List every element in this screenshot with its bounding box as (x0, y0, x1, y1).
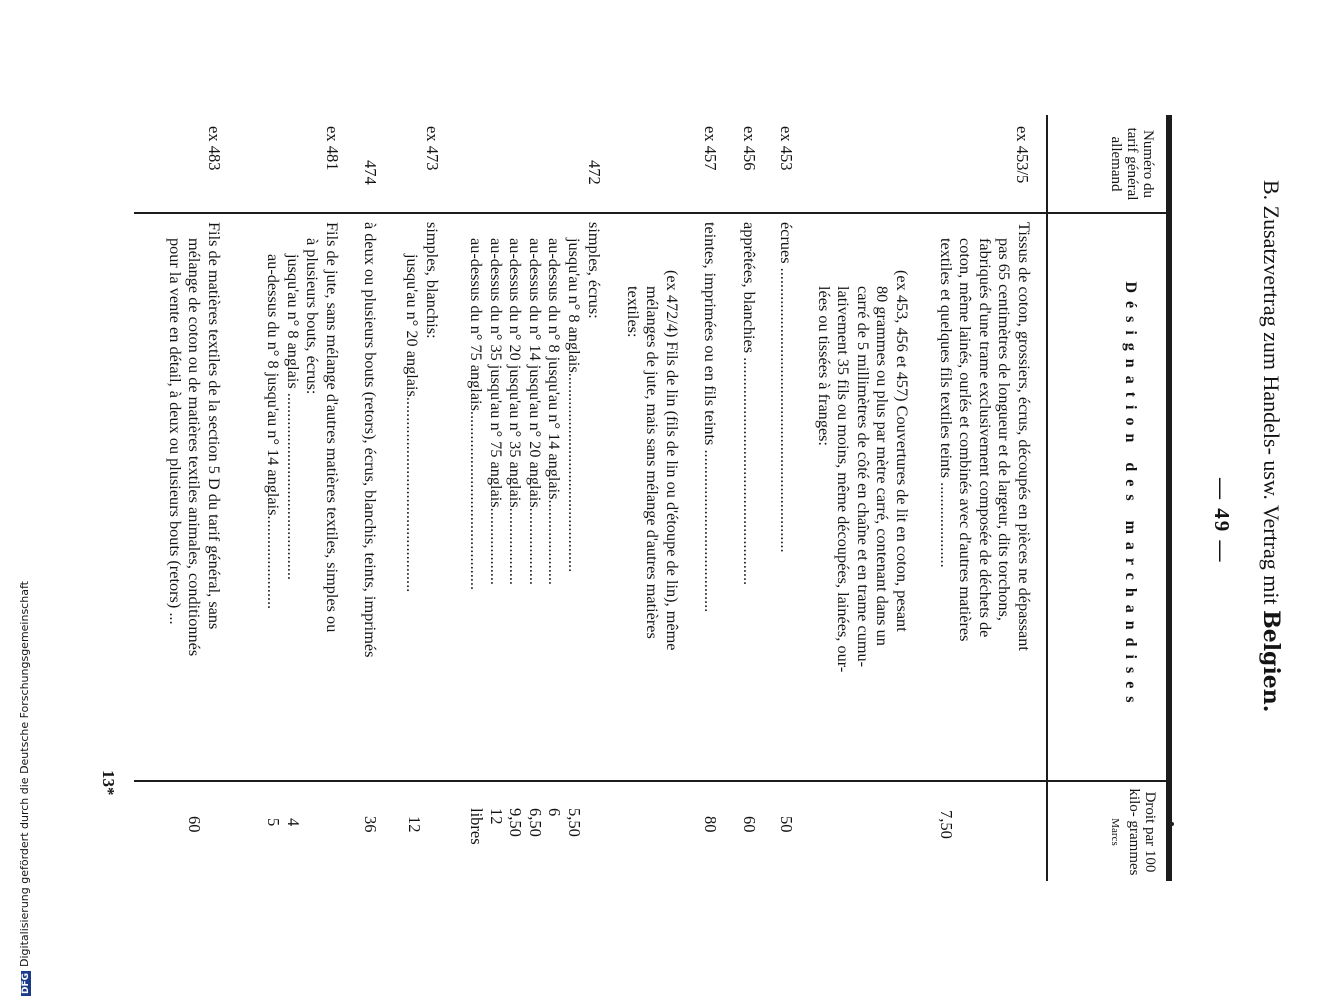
table-row-designation (936, 222, 1034, 780)
column-divider-droit (134, 780, 1172, 782)
designation-line: pour la vente en détail, à deux ou plusieurs bouts (retors) ... (165, 238, 185, 625)
scan-speck (1170, 822, 1174, 826)
column-header-droit-unit: Marcs (1109, 818, 1121, 846)
designation-line: fabriqués d'une trame exclusivement composée de déchets de (975, 238, 995, 638)
row-rates (466, 808, 584, 845)
running-title-country: Belgien. (1258, 610, 1284, 713)
column-header-designation: Désignation des marchandises (1122, 281, 1139, 711)
designation-line: simples, blanchis: (423, 222, 442, 339)
designation-line: au-dessus du n° 75 anglais............................................ (467, 238, 487, 591)
table-row-designation (814, 222, 912, 780)
row-number: 474 (361, 160, 380, 185)
table-row-designation (264, 222, 342, 780)
digitization-credit (2, 581, 31, 996)
row-rate: 7,50 (937, 810, 956, 839)
designation-line: à plusieurs bouts, écrus: (303, 238, 323, 395)
designation-line: (ex 453, 456 et 457) Couvertures de lit en coton, pesant (893, 270, 912, 632)
designation-line: au-dessus du n° 8 jusqu'au n° 14 anglais....................... (264, 254, 284, 610)
row-number: ex 481 (323, 126, 342, 171)
row-rate: 6 (545, 808, 565, 817)
row-rate: 60 (740, 816, 759, 833)
table-top-rule (1166, 115, 1172, 881)
row-rate: 5 (264, 818, 284, 827)
row-rate: 6,50 (525, 808, 545, 837)
designation-line: mélanges de jute, mais sans mélange d'autres matières (643, 286, 663, 639)
column-header-number: Numéro du tarif général allemand (1108, 127, 1156, 201)
designation-line: apprêtées, blanchies ........................................................ (740, 222, 759, 586)
table-row-designation (584, 222, 604, 780)
credit-text-wrapper (18, 581, 31, 996)
designation-line: au-dessus du n° 35 jusqu'au n° 75 anglais................... (486, 238, 506, 585)
designation-line: teintes, imprimées ou en fils teints ........................................ (701, 222, 720, 613)
row-rate: 50 (777, 816, 796, 833)
page-number: — 49 — (1210, 478, 1234, 564)
row-rate: 4 (284, 818, 303, 827)
row-number: ex 483 (205, 126, 224, 171)
row-rate: libres (467, 808, 487, 845)
credit-text: Digitalisierung gefördert durch die Deutsche Forschungsgemeinschaft (18, 581, 31, 967)
row-rate: 60 (185, 816, 204, 833)
designation-line: mélange de coton ou de matières textiles animales, conditionnés (185, 238, 205, 657)
table-row-designation (623, 222, 682, 780)
designation-line: pas 65 centimètres de longueur et de largeur, dits torchons, (995, 238, 1015, 621)
row-rate: 12 (405, 816, 424, 833)
table-row-designation (739, 222, 759, 780)
running-title (1258, 180, 1284, 712)
table-row-designation (776, 222, 796, 780)
designation-line: au-dessus du n° 8 jusqu'au n° 14 anglais..................... (545, 238, 565, 585)
designation-line: (ex 472/4) Fils de lin (fils de lin ou d'étoupe de lin), même (663, 270, 682, 651)
designation-line: textiles et quelques fils textiles teints ..................... (936, 238, 956, 568)
designation-line: 80 grammes ou plus par mètre carré, contenant dans un (873, 286, 893, 646)
designation-line: écrues ...................................................................... (777, 222, 796, 553)
dfg-logo: DFG (21, 972, 31, 994)
column-header-droit-label: Droit par 100 kilo- grammes (1126, 788, 1158, 876)
table-row-designation (700, 222, 720, 780)
row-number: 472 (585, 160, 604, 185)
row-number: ex 473 (423, 126, 442, 171)
designation-line: simples, écrus: (585, 222, 604, 319)
row-number: ex 456 (740, 126, 759, 171)
designation-line: à deux ou plusieurs bouts (retors), écrus, blanchis, teints, imprimés (361, 222, 380, 658)
table-row-designation (165, 222, 224, 780)
row-rate: 9,50 (506, 808, 526, 837)
row-rate: 80 (701, 816, 720, 833)
designation-line: jusqu'au n° 8 anglais................................................. (565, 238, 584, 573)
designation-line: jusqu'au n° 20 anglais................................................ (403, 254, 423, 593)
designation-line: textiles: (623, 286, 643, 338)
signature-mark: 13* (99, 770, 118, 796)
table-row-designation (360, 222, 380, 780)
row-rates (264, 818, 303, 826)
designation-line: lativement 35 fils ou moins, même découpées, lainées, our- (834, 286, 854, 673)
column-header-droit (1107, 784, 1158, 880)
designation-line: lées ou tissées à franges: (814, 286, 834, 447)
row-number: ex 453 (777, 126, 796, 171)
designation-line: Tissus de coton, grossiers, écrus, découpés en pièces ne dépassant (1015, 222, 1034, 651)
designation-line: jusqu'au n° 8 anglais .............................................. (283, 254, 303, 581)
row-rate: 36 (361, 816, 380, 833)
row-number: ex 453/5 (1013, 126, 1032, 184)
designation-line: coton, même lainés, ourlés et combinés avec d'autres matières (956, 238, 976, 642)
designation-line: Fils de matières textiles de la section 5 D du tarif général, sans (205, 222, 224, 630)
designation-line: au-dessus du n° 14 jusqu'au n° 20 anglais................... (525, 238, 545, 585)
row-rate: 12 (486, 808, 506, 825)
designation-line: Fils de jute, sans mélange d'autres matières textiles, simples ou (323, 222, 342, 633)
designation-line: carré de 5 millimètres de côté en chaîne et en trame cumu- (853, 286, 873, 668)
designation-line: au-dessus du n° 20 jusqu'au n° 35 anglais................... (506, 238, 526, 585)
running-title-prefix: B. Zusatzvertrag zum Handels- usw. Vertrag mit (1259, 180, 1284, 605)
table-header-rule (1046, 115, 1048, 881)
column-divider-number (134, 212, 1172, 214)
row-rate: 5,50 (565, 808, 584, 837)
row-number: ex 457 (701, 126, 720, 171)
table-row-designation (466, 222, 584, 780)
table-row-designation (403, 222, 442, 780)
